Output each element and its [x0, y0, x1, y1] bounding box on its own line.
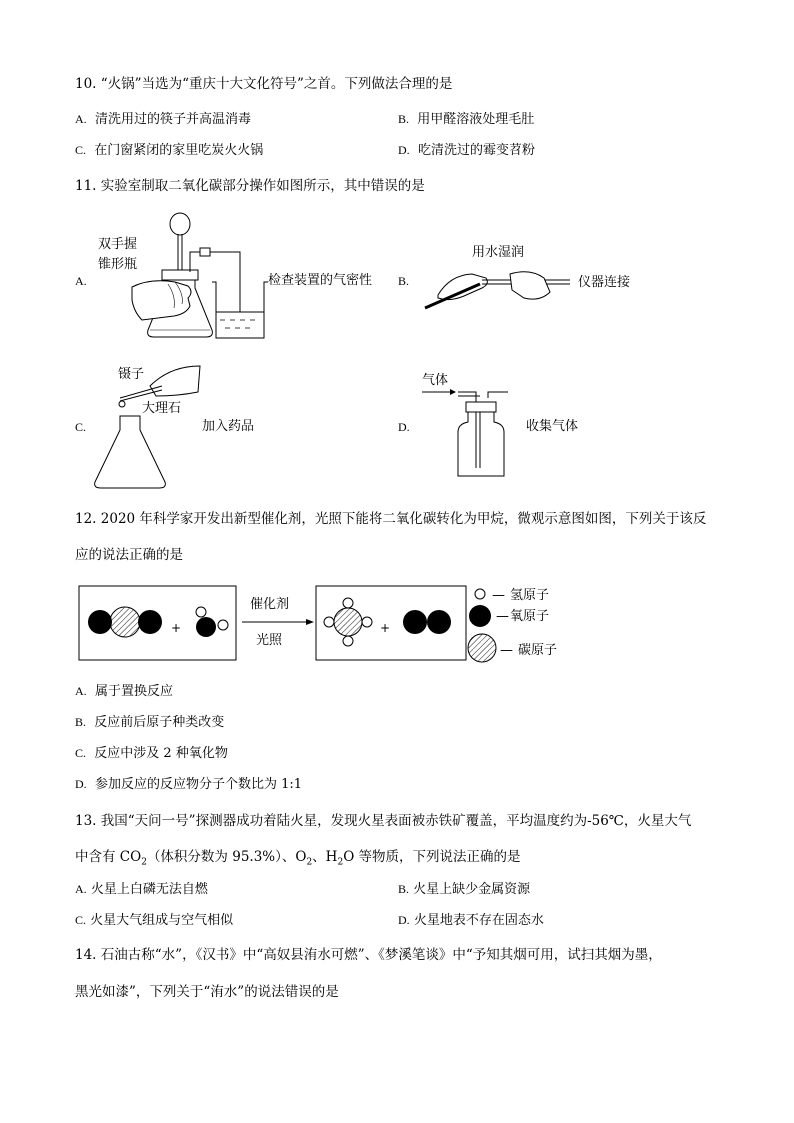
legend-carbon: 碳原子: [518, 643, 558, 658]
stopper: [162, 270, 198, 280]
oxygen-atom: [138, 610, 162, 634]
option-text: 用甲醛溶液处理毛肚: [417, 112, 535, 127]
q13-stem-line2: [75, 848, 521, 872]
q10-option-d[interactable]: [398, 141, 535, 160]
annotation-marble: 大理石: [142, 401, 182, 416]
subscript: 2: [141, 857, 147, 868]
hydrogen-atom: [343, 598, 353, 608]
catalyst-label: 催化剂: [250, 597, 290, 612]
q12-stem-line1: 12. 2020 年科学家开发出新型催化剂，光照下能将二氧化碳转化为甲烷，微观示意图如图，下列关于该反: [75, 511, 707, 527]
option-text: 火星大气组成与空气相似: [90, 913, 234, 928]
option-label: A.: [75, 684, 87, 698]
q12-reaction-diagram: [78, 580, 578, 665]
option-label: A.: [75, 112, 87, 126]
right-hand: [510, 272, 550, 299]
caption: 仪器连接: [578, 275, 631, 290]
option-text: 火星上缺少金属资源: [413, 882, 531, 897]
option-label: D.: [398, 913, 410, 927]
oxygen-atom: [427, 610, 451, 634]
option-text: 反应中涉及 2 种氧化物: [94, 746, 228, 761]
option-text: 参加反应的反应物分子个数比为 1:1: [94, 777, 302, 792]
option-text: 属于置换反应: [94, 684, 173, 699]
q12-option-d[interactable]: [75, 775, 302, 794]
option-label: B.: [398, 882, 410, 896]
q13-option-b[interactable]: [398, 880, 530, 899]
subscript: 2: [306, 857, 313, 868]
caption: 加入药品: [202, 419, 255, 434]
q11-figure-a: [90, 212, 390, 347]
light-label: 光照: [256, 633, 283, 648]
option-label: B.: [75, 715, 87, 729]
annotation-gas: 气体: [422, 373, 449, 388]
option-text: 吃清洗过的霉变苕粉: [417, 143, 535, 158]
hydrogen-atom: [218, 620, 228, 630]
q11-figure-c: [90, 360, 290, 490]
q13-stem-line1: 13. 我国“天问一号”探测器成功着陆火星，发现火星表面被赤铁矿覆盖，平均温度约为-56℃，火星大气: [75, 813, 692, 829]
option-label: C.: [75, 143, 87, 157]
option-label: D.: [75, 777, 87, 791]
oxygen-atom: [403, 610, 427, 634]
plus-sign: +: [171, 621, 182, 635]
q13-option-a[interactable]: [75, 880, 208, 899]
gas-bottle: [458, 412, 504, 476]
q11-option-c-label[interactable]: C.: [75, 420, 87, 434]
q14-stem-line2: 黑光如漆”，下列关于“洧水”的说法错误的是: [75, 984, 339, 1000]
option-label: A.: [75, 882, 87, 896]
caption: 收集气体: [526, 419, 579, 434]
hydrogen-atom: [196, 607, 206, 617]
legend-hydrogen: 氢原子: [510, 588, 550, 603]
legend-oxygen-icon: [469, 605, 491, 627]
q12-option-c[interactable]: [75, 744, 228, 763]
legend-dash: —: [500, 643, 513, 658]
oxygen-atom: [88, 610, 112, 634]
annotation-hold: 双手握: [98, 237, 138, 252]
annotation-flask: 锥形瓶: [98, 257, 138, 272]
q11-option-b-label[interactable]: B.: [398, 274, 410, 288]
q14-stem-line1: 14. 石油古称“水”，《汉书》中“高奴县洧水可燃”、《梦溪笔谈》中“予知其烟可用，试扫其烟为墨，: [75, 947, 662, 963]
hydrogen-atom: [324, 617, 334, 627]
subscript: 2: [337, 857, 344, 868]
legend-oxygen: 氧原子: [510, 609, 550, 624]
option-text: 在门窗紧闭的家里吃炭火火锅: [94, 143, 264, 158]
q10-stem: 10. “火锅”当选为“重庆十大文化符号”之首。下列做法合理的是: [75, 76, 453, 92]
legend-dash: —: [496, 609, 509, 624]
text-seg: 中含有 CO: [75, 849, 142, 865]
text-seg: 、H: [312, 849, 338, 865]
q11-figure-b: [420, 240, 660, 315]
q11-option-d-label[interactable]: D.: [398, 420, 410, 434]
legend-carbon-icon: [468, 634, 496, 662]
annotation-wet: 用水湿润: [472, 245, 525, 260]
q13-option-c[interactable]: [75, 911, 233, 930]
plus-sign: +: [380, 621, 391, 635]
q12-option-b[interactable]: [75, 713, 224, 732]
caption: 检查装置的气密性: [268, 273, 373, 288]
hydrogen-atom: [362, 617, 372, 627]
legend-hydrogen-icon: [475, 589, 485, 599]
option-text: 清洗用过的筷子并高温消毒: [94, 112, 251, 127]
q11-option-a-label[interactable]: A.: [75, 274, 87, 288]
option-label: C.: [75, 913, 87, 927]
q10-option-b[interactable]: [398, 110, 534, 129]
legend-dash: —: [492, 588, 505, 603]
oxygen-atom: [196, 617, 216, 637]
carbon-atom: [110, 607, 140, 637]
text-seg: （体积分数为 95.3%）、O: [146, 849, 307, 865]
q10-option-c[interactable]: [75, 141, 263, 160]
q10-option-a[interactable]: [75, 110, 251, 129]
option-label: C.: [75, 746, 87, 760]
option-text: 反应前后原子种类改变: [94, 715, 225, 730]
text-seg: O 等物质，下列说法正确的是: [343, 849, 521, 865]
left-hand: [438, 274, 487, 300]
q11-stem: 11. 实验室制取二氧化碳部分操作如图所示，其中错误的是: [75, 178, 425, 194]
carbon-atom: [334, 608, 362, 636]
funnel-bulb: [170, 213, 190, 235]
conical-flask: [95, 416, 166, 488]
option-label: B.: [398, 112, 410, 126]
hydrogen-atom: [343, 636, 353, 646]
option-text: 火星地表不存在固态水: [413, 913, 544, 928]
q12-option-a[interactable]: [75, 682, 173, 701]
stopper: [466, 402, 496, 412]
q12-stem-line2: 应的说法正确的是: [75, 547, 183, 563]
annotation-tweezers: 镊子: [118, 367, 145, 382]
option-text: 火星上白磷无法自燃: [90, 882, 208, 897]
marble-piece: [119, 401, 125, 407]
option-label: D.: [398, 143, 410, 157]
q11-figure-d: [418, 368, 618, 483]
q13-option-d[interactable]: [398, 911, 544, 930]
